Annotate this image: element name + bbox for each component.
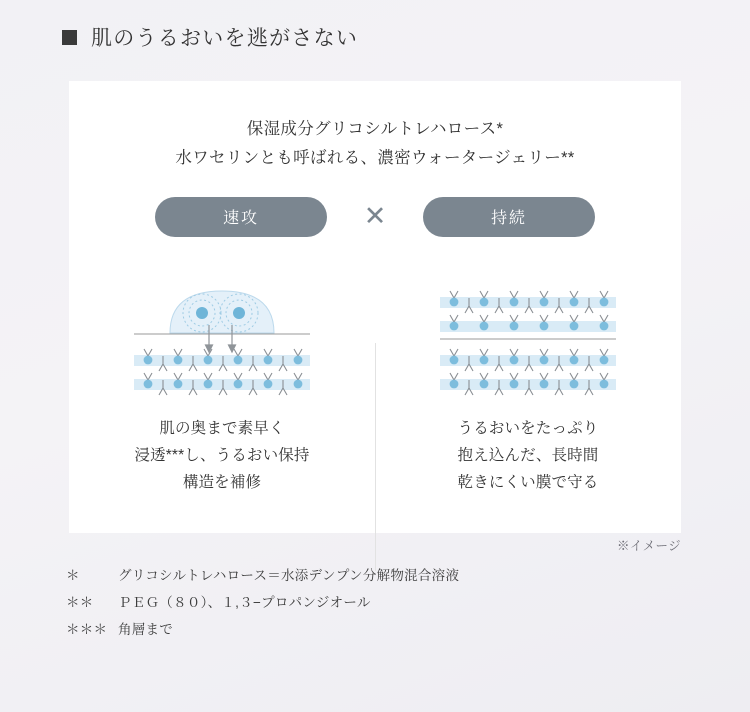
footnote-1-text: グリコシルトレハロース＝水添デンプン分解物混合溶液 <box>118 568 460 583</box>
footnote-3-text: 角層まで <box>118 622 174 637</box>
footnote-3-mark: ＊＊＊ <box>66 622 108 637</box>
multiply-icon: ✕ <box>363 201 387 232</box>
footnote-1 <box>66 562 459 589</box>
footnote-1-mark: ＊ <box>66 568 80 583</box>
badge-fast: 速攻 <box>155 197 327 237</box>
caption-fast <box>134 415 309 496</box>
page-title: 肌のうるおいを逃がさない <box>91 27 359 50</box>
footnotes <box>66 562 459 643</box>
image-note: ※イメージ <box>616 539 681 553</box>
lead-text <box>69 81 681 173</box>
caption-lasting-line-3: 乾きにくい膜で守る <box>457 474 599 491</box>
long-lasting-film-diagram <box>418 261 638 401</box>
footnote-3 <box>66 616 459 643</box>
square-bullet-icon <box>62 30 77 45</box>
footnote-2-text: ＰＥＧ（８０）、１,３−プロパンジオール <box>118 595 371 610</box>
caption-fast-line-1: 肌の奥まで素早く <box>159 419 285 437</box>
footnote-2-mark: ＊＊ <box>66 595 94 610</box>
fast-penetration-svg <box>112 261 332 401</box>
lead-line-2: 水ワセリンとも呼ばれる、濃密ウォータージェリー** <box>175 148 575 167</box>
content-card <box>69 81 681 533</box>
fast-penetration-diagram <box>112 261 332 401</box>
lead-line-1: 保湿成分グリコシルトレハロース* <box>246 120 504 138</box>
caption-lasting-line-2: 抱え込んだ、長時間 <box>457 446 599 464</box>
caption-fast-line-3: 構造を補修 <box>182 474 262 491</box>
footnote-2 <box>66 589 459 616</box>
section-heading <box>62 22 358 52</box>
long-lasting-film-svg <box>418 261 638 401</box>
caption-lasting-line-1: うるおいをたっぷり <box>457 419 599 437</box>
caption-fast-line-2: 浸透***し、うるおい保持 <box>134 446 310 464</box>
column-fast <box>69 257 375 517</box>
badge-row <box>69 195 681 239</box>
columns-wrapper <box>69 257 681 517</box>
column-lasting <box>375 257 681 517</box>
badge-lasting: 持続 <box>423 197 595 237</box>
caption-lasting <box>458 415 599 496</box>
